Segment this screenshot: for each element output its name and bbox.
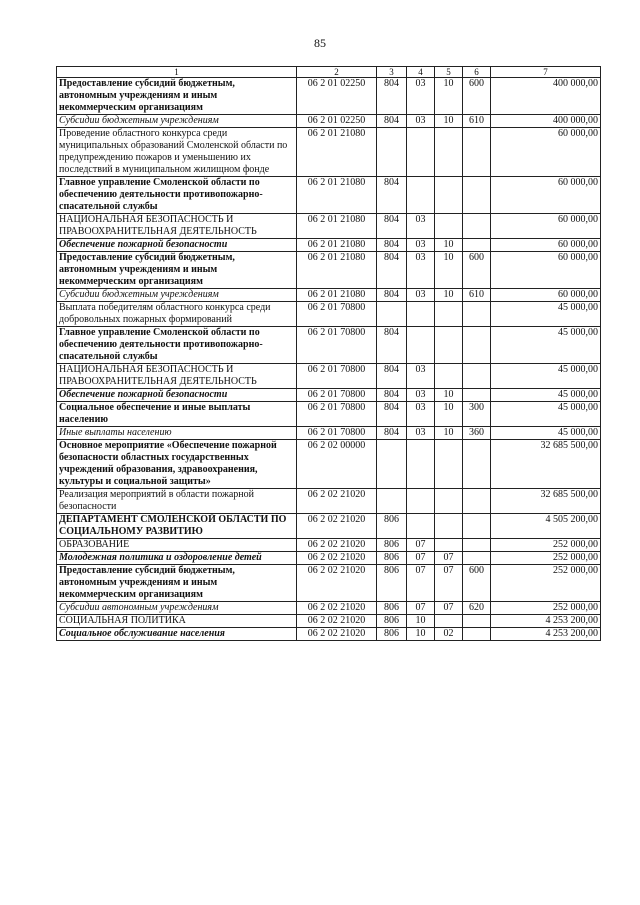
item-name: Иные выплаты населению (57, 427, 297, 440)
item-name: Главное управление Смоленской области по обеспечению деятельности противопожарно-спасательной службы (57, 327, 297, 364)
item-name: Социальное обслуживание населения (57, 628, 297, 641)
budget-table (56, 66, 601, 641)
table-row (57, 539, 601, 552)
expense-type-code: 600 (463, 252, 491, 289)
subsection-code: 10 (435, 252, 463, 289)
amount: 32 685 500,00 (491, 489, 601, 514)
section-code: 07 (407, 552, 435, 565)
table-row (57, 514, 601, 539)
amount: 45 000,00 (491, 402, 601, 427)
department-code (377, 128, 407, 177)
target-code: 06 2 01 21080 (297, 214, 377, 239)
department-code: 804 (377, 239, 407, 252)
table-row (57, 389, 601, 402)
department-code (377, 302, 407, 327)
subsection-code: 10 (435, 402, 463, 427)
subsection-code (435, 302, 463, 327)
department-code: 804 (377, 177, 407, 214)
section-code (407, 177, 435, 214)
column-header: 3 (377, 67, 407, 78)
table-row (57, 628, 601, 641)
department-code: 804 (377, 402, 407, 427)
subsection-code: 07 (435, 552, 463, 565)
expense-type-code: 300 (463, 402, 491, 427)
target-code: 06 2 01 21080 (297, 289, 377, 302)
expense-type-code (463, 239, 491, 252)
department-code: 806 (377, 615, 407, 628)
table-row (57, 565, 601, 602)
amount: 252 000,00 (491, 539, 601, 552)
target-code: 06 2 01 70800 (297, 427, 377, 440)
target-code: 06 2 01 21080 (297, 128, 377, 177)
department-code: 806 (377, 565, 407, 602)
item-name: Главное управление Смоленской области по обеспечению деятельности противопожарно-спасательной службы (57, 177, 297, 214)
expense-type-code: 610 (463, 115, 491, 128)
section-code: 03 (407, 78, 435, 115)
department-code: 804 (377, 78, 407, 115)
column-header: 5 (435, 67, 463, 78)
target-code: 06 2 01 21080 (297, 239, 377, 252)
department-code: 804 (377, 427, 407, 440)
table-row (57, 615, 601, 628)
section-code: 03 (407, 289, 435, 302)
subsection-code (435, 514, 463, 539)
amount: 60 000,00 (491, 289, 601, 302)
item-name: Субсидии автономным учреждениям (57, 602, 297, 615)
amount: 60 000,00 (491, 128, 601, 177)
target-code: 06 2 02 21020 (297, 552, 377, 565)
subsection-code (435, 440, 463, 489)
expense-type-code: 620 (463, 602, 491, 615)
target-code: 06 2 01 02250 (297, 78, 377, 115)
column-header: 4 (407, 67, 435, 78)
department-code: 806 (377, 514, 407, 539)
subsection-code (435, 364, 463, 389)
target-code: 06 2 02 21020 (297, 514, 377, 539)
amount: 45 000,00 (491, 302, 601, 327)
expense-type-code (463, 177, 491, 214)
department-code: 806 (377, 539, 407, 552)
expense-type-code (463, 539, 491, 552)
item-name: ОБРАЗОВАНИЕ (57, 539, 297, 552)
department-code: 804 (377, 252, 407, 289)
section-code (407, 302, 435, 327)
subsection-code: 10 (435, 289, 463, 302)
table-row (57, 289, 601, 302)
expense-type-code (463, 440, 491, 489)
expense-type-code (463, 489, 491, 514)
amount: 60 000,00 (491, 177, 601, 214)
item-name: Субсидии бюджетным учреждениям (57, 115, 297, 128)
section-code: 03 (407, 402, 435, 427)
subsection-code: 10 (435, 239, 463, 252)
section-code: 03 (407, 364, 435, 389)
table-row (57, 440, 601, 489)
department-code: 804 (377, 214, 407, 239)
expense-type-code (463, 128, 491, 177)
section-code: 07 (407, 602, 435, 615)
target-code: 06 2 02 21020 (297, 489, 377, 514)
subsection-code: 07 (435, 602, 463, 615)
amount: 45 000,00 (491, 364, 601, 389)
subsection-code: 10 (435, 78, 463, 115)
expense-type-code (463, 389, 491, 402)
amount: 45 000,00 (491, 427, 601, 440)
item-name: Предоставление субсидий бюджетным, автономным учреждениям и иным некоммерческим организациям (57, 78, 297, 115)
column-header: 1 (57, 67, 297, 78)
item-name: Социальное обеспечение и иные выплаты населению (57, 402, 297, 427)
table-row (57, 302, 601, 327)
section-code (407, 514, 435, 539)
section-code: 07 (407, 539, 435, 552)
section-code (407, 489, 435, 514)
target-code: 06 2 02 21020 (297, 615, 377, 628)
section-code: 03 (407, 214, 435, 239)
table-row (57, 128, 601, 177)
amount: 60 000,00 (491, 239, 601, 252)
table-header-row (57, 67, 601, 78)
department-code: 804 (377, 115, 407, 128)
amount: 252 000,00 (491, 552, 601, 565)
table-row (57, 552, 601, 565)
item-name: Молодежная политика и оздоровление детей (57, 552, 297, 565)
expense-type-code: 600 (463, 565, 491, 602)
table-row (57, 115, 601, 128)
expense-type-code (463, 615, 491, 628)
target-code: 06 2 02 21020 (297, 628, 377, 641)
target-code: 06 2 01 70800 (297, 364, 377, 389)
item-name: НАЦИОНАЛЬНАЯ БЕЗОПАСНОСТЬ И ПРАВООХРАНИТЕЛЬНАЯ ДЕЯТЕЛЬНОСТЬ (57, 364, 297, 389)
department-code: 806 (377, 602, 407, 615)
column-header: 6 (463, 67, 491, 78)
amount: 400 000,00 (491, 78, 601, 115)
section-code: 07 (407, 565, 435, 602)
expense-type-code (463, 364, 491, 389)
department-code: 806 (377, 552, 407, 565)
target-code: 06 2 01 70800 (297, 402, 377, 427)
subsection-code: 02 (435, 628, 463, 641)
department-code (377, 489, 407, 514)
subsection-code: 07 (435, 565, 463, 602)
table-row (57, 214, 601, 239)
section-code: 10 (407, 628, 435, 641)
expense-type-code (463, 628, 491, 641)
target-code: 06 2 01 21080 (297, 252, 377, 289)
department-code: 804 (377, 364, 407, 389)
item-name: СОЦИАЛЬНАЯ ПОЛИТИКА (57, 615, 297, 628)
amount: 252 000,00 (491, 602, 601, 615)
page-number: 85 (314, 36, 326, 50)
item-name: Субсидии бюджетным учреждениям (57, 289, 297, 302)
expense-type-code (463, 552, 491, 565)
table-row (57, 239, 601, 252)
column-header: 2 (297, 67, 377, 78)
section-code: 03 (407, 389, 435, 402)
subsection-code (435, 128, 463, 177)
expense-type-code (463, 302, 491, 327)
target-code: 06 2 01 02250 (297, 115, 377, 128)
subsection-code (435, 489, 463, 514)
target-code: 06 2 01 70800 (297, 389, 377, 402)
target-code: 06 2 02 21020 (297, 602, 377, 615)
subsection-code (435, 615, 463, 628)
table-row (57, 489, 601, 514)
target-code: 06 2 01 21080 (297, 177, 377, 214)
section-code: 03 (407, 427, 435, 440)
subsection-code: 10 (435, 427, 463, 440)
target-code: 06 2 01 70800 (297, 302, 377, 327)
department-code: 804 (377, 389, 407, 402)
table-row (57, 252, 601, 289)
target-code: 06 2 01 70800 (297, 327, 377, 364)
amount: 252 000,00 (491, 565, 601, 602)
section-code: 03 (407, 252, 435, 289)
item-name: Основное мероприятие «Обеспечение пожарной безопасности областных государственных учреждений образования, здравоохранения, культуры и социальной защиты» (57, 440, 297, 489)
amount: 60 000,00 (491, 214, 601, 239)
amount: 45 000,00 (491, 327, 601, 364)
subsection-code (435, 327, 463, 364)
department-code: 806 (377, 628, 407, 641)
section-code: 03 (407, 115, 435, 128)
department-code: 804 (377, 327, 407, 364)
table-row (57, 327, 601, 364)
item-name: ДЕПАРТАМЕНТ СМОЛЕНСКОЙ ОБЛАСТИ ПО СОЦИАЛЬНОМУ РАЗВИТИЮ (57, 514, 297, 539)
expense-type-code: 600 (463, 78, 491, 115)
table-row (57, 427, 601, 440)
expense-type-code (463, 327, 491, 364)
amount: 32 685 500,00 (491, 440, 601, 489)
amount: 60 000,00 (491, 252, 601, 289)
table-row (57, 177, 601, 214)
expense-type-code (463, 514, 491, 539)
target-code: 06 2 02 21020 (297, 539, 377, 552)
target-code: 06 2 02 21020 (297, 565, 377, 602)
subsection-code: 10 (435, 115, 463, 128)
section-code (407, 327, 435, 364)
subsection-code: 10 (435, 389, 463, 402)
item-name: Реализация мероприятий в области пожарной безопасности (57, 489, 297, 514)
target-code: 06 2 02 00000 (297, 440, 377, 489)
item-name: НАЦИОНАЛЬНАЯ БЕЗОПАСНОСТЬ И ПРАВООХРАНИТЕЛЬНАЯ ДЕЯТЕЛЬНОСТЬ (57, 214, 297, 239)
table-row (57, 78, 601, 115)
amount: 4 253 200,00 (491, 628, 601, 641)
item-name: Проведение областного конкурса среди муниципальных образований Смоленской области по предупреждению пожаров и уменьшению их последствий в муниципальном жилищном фонде (57, 128, 297, 177)
amount: 4 505 200,00 (491, 514, 601, 539)
expense-type-code (463, 214, 491, 239)
amount: 45 000,00 (491, 389, 601, 402)
department-code (377, 440, 407, 489)
section-code: 03 (407, 239, 435, 252)
amount: 4 253 200,00 (491, 615, 601, 628)
table-row (57, 364, 601, 389)
expense-type-code: 610 (463, 289, 491, 302)
item-name: Предоставление субсидий бюджетным, автономным учреждениям и иным некоммерческим организациям (57, 565, 297, 602)
subsection-code (435, 177, 463, 214)
subsection-code (435, 539, 463, 552)
section-code (407, 440, 435, 489)
item-name: Выплата победителям областного конкурса среди добровольных пожарных формирований (57, 302, 297, 327)
expense-type-code: 360 (463, 427, 491, 440)
table-row (57, 402, 601, 427)
item-name: Обеспечение пожарной безопасности (57, 239, 297, 252)
subsection-code (435, 214, 463, 239)
table-row (57, 602, 601, 615)
column-header: 7 (491, 67, 601, 78)
section-code (407, 128, 435, 177)
amount: 400 000,00 (491, 115, 601, 128)
item-name: Предоставление субсидий бюджетным, автономным учреждениям и иным некоммерческим организациям (57, 252, 297, 289)
department-code: 804 (377, 289, 407, 302)
item-name: Обеспечение пожарной безопасности (57, 389, 297, 402)
section-code: 10 (407, 615, 435, 628)
